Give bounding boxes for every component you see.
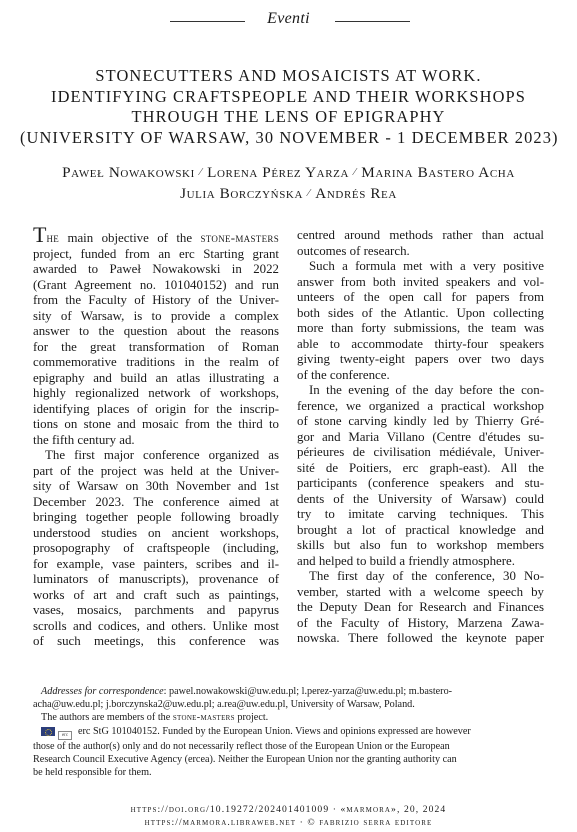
title-line: STONECUTTERS AND MOSAICISTS AT WORK.	[95, 66, 482, 85]
text-line: (Grant Agreement no. 101040152) and run	[33, 277, 279, 292]
text-line: project, funded from an erc Starting grant	[33, 246, 279, 261]
author-separator: ⁄	[199, 167, 203, 178]
text-line: from the Faculty of History of the Univer-	[33, 293, 279, 307]
text-line: of stone carving kindly led by Thierry Gré-	[297, 414, 544, 428]
paragraph	[297, 569, 544, 647]
text-line: périeures de civilisation médiévale, Univer-	[297, 445, 544, 459]
doi-line: https://doi.org/10.19272/202401401009 · «marmora», 20, 2024	[130, 804, 447, 815]
text-line: vases, mosaics, parchments and papyrus	[33, 603, 279, 617]
author-separator: ⁄	[354, 167, 357, 178]
funding-line: those of the author(s) only and do not necessarily reflect those of the European Union or the European	[33, 740, 450, 752]
text-line: and helped to build a friendly atmosphere.	[297, 553, 516, 568]
members-line: The authors are members of the stone-masters project.	[41, 712, 269, 724]
text-line: for the great transformation of Roman	[33, 339, 279, 354]
text-line: sity of Warsaw, is to provide a complex	[33, 308, 279, 323]
text-line: sité de Poitiers, erc graph-east). All the	[297, 460, 544, 475]
eu-flag-icon	[41, 727, 55, 736]
text-line: gor and Maria Villano (Centre d'études su-	[297, 429, 544, 444]
text-line: December 2023. The conference aimed at	[33, 494, 279, 509]
text-line: highly regionalized network of workshops,	[33, 386, 279, 400]
author-separator: ⁄	[308, 188, 311, 199]
text-line: identifying places of origin for the inscrip-	[33, 401, 279, 416]
text-line: bringing together people following broadly	[33, 510, 279, 524]
funding-line: be held responsible for them.	[33, 767, 152, 779]
title-line: IDENTIFYING CRAFTSPEOPLE AND THEIR WORKSHOPS	[51, 86, 526, 106]
text-line: skills but also fun to workshop members	[297, 538, 544, 552]
text-line: nowska. There followed the keynote paper	[297, 631, 544, 645]
text-line: prosopography of craftspeople (including,	[33, 541, 279, 555]
correspondence-notes	[33, 685, 544, 779]
text-line: try to imitate carving techniques. This	[297, 507, 544, 521]
text-line: The first major conference organized as	[45, 448, 279, 462]
text-line: part of the project was held at the Univer-	[33, 463, 279, 478]
header-rule-right	[335, 21, 410, 22]
author-list	[20, 162, 557, 204]
article-title	[20, 66, 557, 148]
text-line: the fifth century ad.	[33, 432, 135, 447]
funding-logos	[41, 727, 72, 740]
publisher-line: https://marmora.libraweb.net · © fabrizio serra editore	[144, 817, 433, 828]
author-name: Paweł Nowakowski	[62, 164, 195, 181]
funding-line: Research Council Executive Agency (ercea). Neither the European Union nor the granting authority can	[33, 754, 457, 766]
text-line: of the Faculty of History, Marzena Zawa-	[297, 615, 544, 630]
paragraph	[297, 383, 544, 569]
text-line: awarded to Paweł Nowakowski in 2022	[33, 262, 279, 276]
running-header	[0, 10, 577, 32]
author-name: Lorena Pérez Yarza	[207, 164, 349, 181]
body-column-left	[33, 222, 279, 650]
erc-logo-icon: erc	[58, 731, 72, 740]
text-line: brought a lot of practical knowledge and	[297, 522, 544, 537]
text-line: Such a formula met with a very positive	[309, 259, 544, 273]
addresses-line: acha@uw.edu.pl; j.borczynska2@uw.edu.pl; a.rea@uw.edu.pl, University of Warsaw, Poland.	[33, 699, 415, 711]
text-line: scrolls and codices, and others. Unlike most	[33, 618, 279, 633]
text-line: epigraphy and build an atlas illustrating a	[33, 370, 279, 385]
text-line: giving twenty-eight papers over two days	[297, 352, 544, 366]
text-line: The first day of the conference, 30 No-	[309, 569, 544, 583]
text-line: more than forty submissions, the team was	[297, 321, 544, 335]
author-name: Julia Borczyńska	[180, 185, 304, 202]
author-name: Andrés Rea	[315, 185, 397, 202]
paragraph	[33, 448, 279, 650]
addresses-line: Addresses for correspondence: pawel.nowakowski@uw.edu.pl; l.perez-yarza@uw.edu.pl; m.bastero-	[41, 686, 453, 697]
author-line	[20, 183, 557, 204]
author-name: Marina Bastero Acha	[361, 164, 515, 181]
text-line: luminators of manuscripts), provenance of	[33, 572, 279, 586]
text-line: the Deputy Dean for Research and Finances	[297, 600, 544, 614]
funding-line: erc erc StG 101040152. Funded by the European Union. Views and opinions expressed are however	[33, 725, 544, 740]
text-line: unteers of the open call for papers from	[297, 290, 544, 304]
title-line: (UNIVERSITY OF WARSAW, 30 NOVEMBER - 1 DECEMBER 2023)	[20, 127, 559, 147]
text-line: The main objective of the stone-masters	[33, 222, 279, 247]
text-line: able to accommodate thirty-four speakers	[297, 336, 544, 351]
text-line: In the evening of the day before the con-	[309, 383, 544, 397]
text-line: outcomes of research.	[297, 243, 410, 258]
text-line: answer to the question about the reasons	[33, 324, 279, 338]
text-line: understood studies on ancient workshops,	[33, 525, 279, 540]
text-line: sity of Warsaw on 30th November and 1st	[33, 479, 279, 493]
paragraph	[33, 247, 279, 449]
text-line: of such meetings, this conference was	[33, 634, 279, 648]
text-line: participants (conference speakers and stu-	[297, 476, 544, 490]
paragraph	[297, 228, 544, 259]
page-footer	[0, 803, 577, 829]
text-line: works of art and craft such as paintings,	[33, 587, 279, 602]
text-line: dents of the University of Warsaw) could	[297, 491, 544, 506]
text-line: of the conference.	[297, 367, 390, 382]
drop-cap: T	[33, 222, 47, 247]
text-line: centred around methods rather than actual	[297, 228, 544, 242]
text-line: ference, we organized a practical workshop	[297, 398, 544, 413]
section-label: Eventi	[267, 10, 310, 27]
text-line: commemorative traditions in the realm of	[33, 355, 279, 369]
title-line: THROUGH THE LENS OF EPIGRAPHY	[131, 107, 446, 126]
body-column-right	[297, 228, 544, 647]
paragraph	[33, 222, 279, 247]
author-line	[20, 162, 557, 183]
text-line: answer from both invited speakers and vol-	[297, 274, 544, 289]
text-line: tions on stone and mosaic from the third to	[33, 417, 279, 431]
paragraph	[297, 259, 544, 383]
text-line: for example, vase painters, scribes and il-	[33, 556, 279, 571]
text-line: vember, started with a welcome speech by	[297, 584, 544, 599]
text-line: both sides of the Atlantic. Upon collecting	[297, 305, 544, 320]
